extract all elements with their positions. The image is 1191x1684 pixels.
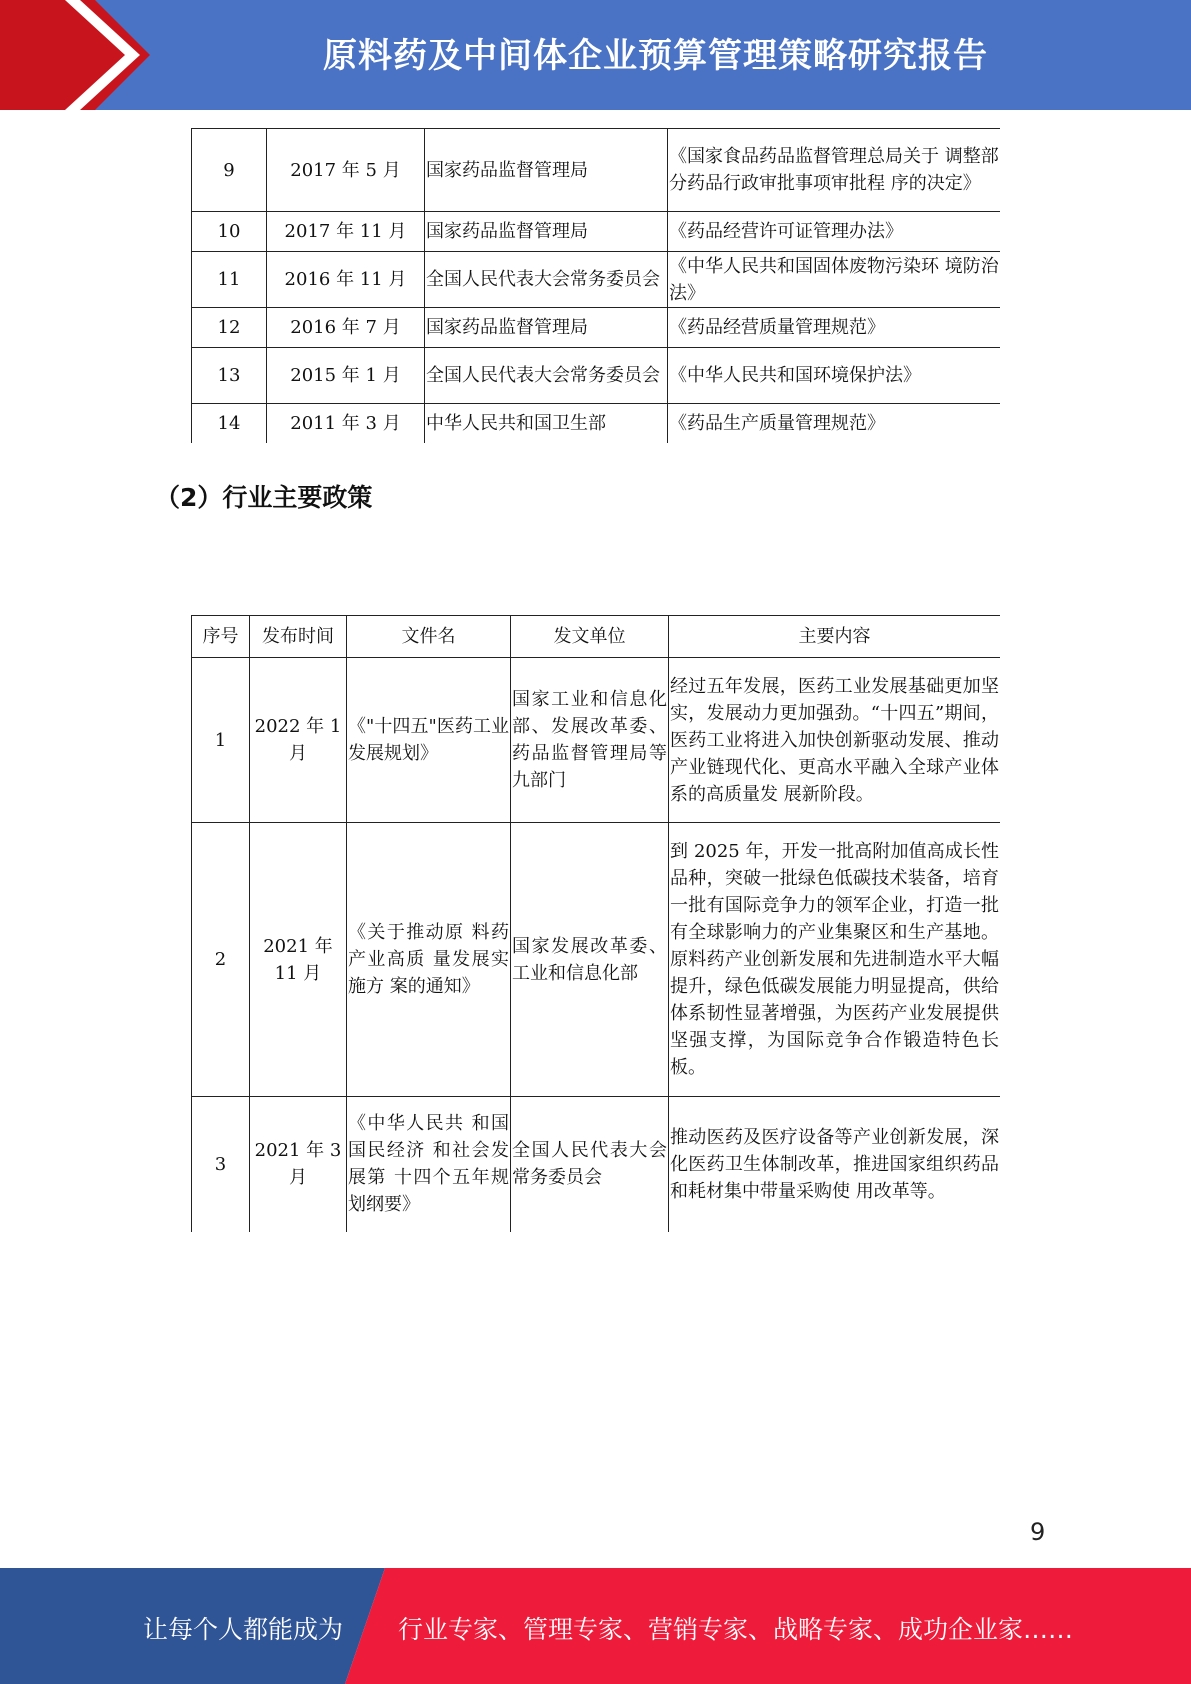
- header-content: 主要内容: [669, 616, 1001, 658]
- row-number: 10: [192, 212, 267, 252]
- header-no: 序号: [192, 616, 250, 658]
- row-date: 2016 年 7 月: [267, 308, 425, 348]
- row-number: 3: [192, 1097, 250, 1232]
- row-date: 2022 年 1 月: [250, 658, 347, 823]
- regulations-table: [191, 128, 1000, 443]
- row-number: 14: [192, 404, 267, 443]
- header-date: 发布时间: [250, 616, 347, 658]
- footer-slogan-left: 让每个人都能成为: [143, 1615, 344, 1644]
- row-file-name: 《中华人民共 和国国民经济 和社会发展第 十四个五年规 划纲要》: [347, 1097, 511, 1232]
- row-date: 2021 年 11 月: [250, 823, 347, 1097]
- row-number: 9: [192, 129, 267, 212]
- table-row: [192, 1097, 1001, 1232]
- row-date: 2015 年 1 月: [267, 348, 425, 404]
- row-org: 国家药品监督管理局: [425, 212, 668, 252]
- table-header-row: [192, 616, 1001, 658]
- section-heading: （2）行业主要政策: [155, 483, 373, 512]
- page-number: 9: [1030, 1518, 1046, 1546]
- row-number: 1: [192, 658, 250, 823]
- row-file-name: 《"十四五"医药工业发展规划》: [347, 658, 511, 823]
- row-doc: 《中华人民共和国固体废物污染环 境防治法》: [668, 252, 1001, 308]
- row-content: 到 2025 年，开发一批高附加值高成长性品种，突破一批绿色低碳技术装备，培育一批有国际竞争力的领军企业，打造一批有全球影响力的产业集聚区和生产基地。原料药产业创新发展和先进制造水平大幅提升，绿色低碳发展能力明显提高，供给体系韧性显著增强，为医药产业发展提供坚强支撑，为国际竞争合作锻造特色长 板。: [669, 823, 1001, 1097]
- report-header: [0, 0, 1191, 110]
- row-org: 全国人民代表大会常务委员会: [425, 252, 668, 308]
- row-doc: 《中华人民共和国环境保护法》: [668, 348, 1001, 404]
- policy-table: [191, 615, 1000, 1232]
- table-row: [192, 823, 1001, 1097]
- row-doc: 《药品经营许可证管理办法》: [668, 212, 1001, 252]
- report-title: 原料药及中间体企业预算管理策略研究报告: [323, 36, 988, 76]
- table-row: [192, 404, 1001, 443]
- row-doc: 《国家食品药品监督管理总局关于 调整部分药品行政审批事项审批程 序的决定》: [668, 129, 1001, 212]
- row-org: 国家发展改革委、工业和信息化部: [511, 823, 669, 1097]
- row-org: 中华人民共和国卫生部: [425, 404, 668, 443]
- row-number: 11: [192, 252, 267, 308]
- row-date: 2017 年 11 月: [267, 212, 425, 252]
- row-number: 12: [192, 308, 267, 348]
- row-number: 2: [192, 823, 250, 1097]
- header-org: 发文单位: [511, 616, 669, 658]
- row-content: 经过五年发展，医药工业发展基础更加坚实，发展动力更加强劲。“十四五”期间，医药工业将进入加快创新驱动发展、推动产业链现代化、更高水平融入全球产业体系的高质量发 展新阶段。: [669, 658, 1001, 823]
- footer-slogan-right: 行业专家、管理专家、营销专家、战略专家、成功企业家……: [398, 1615, 1074, 1644]
- row-org: 全国人民代表大会常务委员会: [425, 348, 668, 404]
- row-file-name: 《关于推动原 料药产业高质 量发展实施方 案的通知》: [347, 823, 511, 1097]
- row-content: 推动医药及医疗设备等产业创新发展，深化医药卫生体制改革，推进国家组织药品和耗材集中带量采购使 用改革等。: [669, 1097, 1001, 1232]
- row-org: 国家药品监督管理局: [425, 308, 668, 348]
- table-row: [192, 308, 1001, 348]
- row-org: 国家药品监督管理局: [425, 129, 668, 212]
- table-row: [192, 129, 1001, 212]
- table-row: [192, 658, 1001, 823]
- header-name: 文件名: [347, 616, 511, 658]
- table-row: [192, 212, 1001, 252]
- row-doc: 《药品经营质量管理规范》: [668, 308, 1001, 348]
- row-org: 国家工业和信息化部、发展改革委、药品监督管理局等九部门: [511, 658, 669, 823]
- row-date: 2021 年 3 月: [250, 1097, 347, 1232]
- table-row: [192, 348, 1001, 404]
- table-row: [192, 252, 1001, 308]
- row-date: 2016 年 11 月: [267, 252, 425, 308]
- row-org: 全国人民代表大会常务委员会: [511, 1097, 669, 1232]
- row-doc: 《药品生产质量管理规范》: [668, 404, 1001, 443]
- footer-banner: [0, 1568, 1191, 1684]
- row-date: 2017 年 5 月: [267, 129, 425, 212]
- row-date: 2011 年 3 月: [267, 404, 425, 443]
- row-number: 13: [192, 348, 267, 404]
